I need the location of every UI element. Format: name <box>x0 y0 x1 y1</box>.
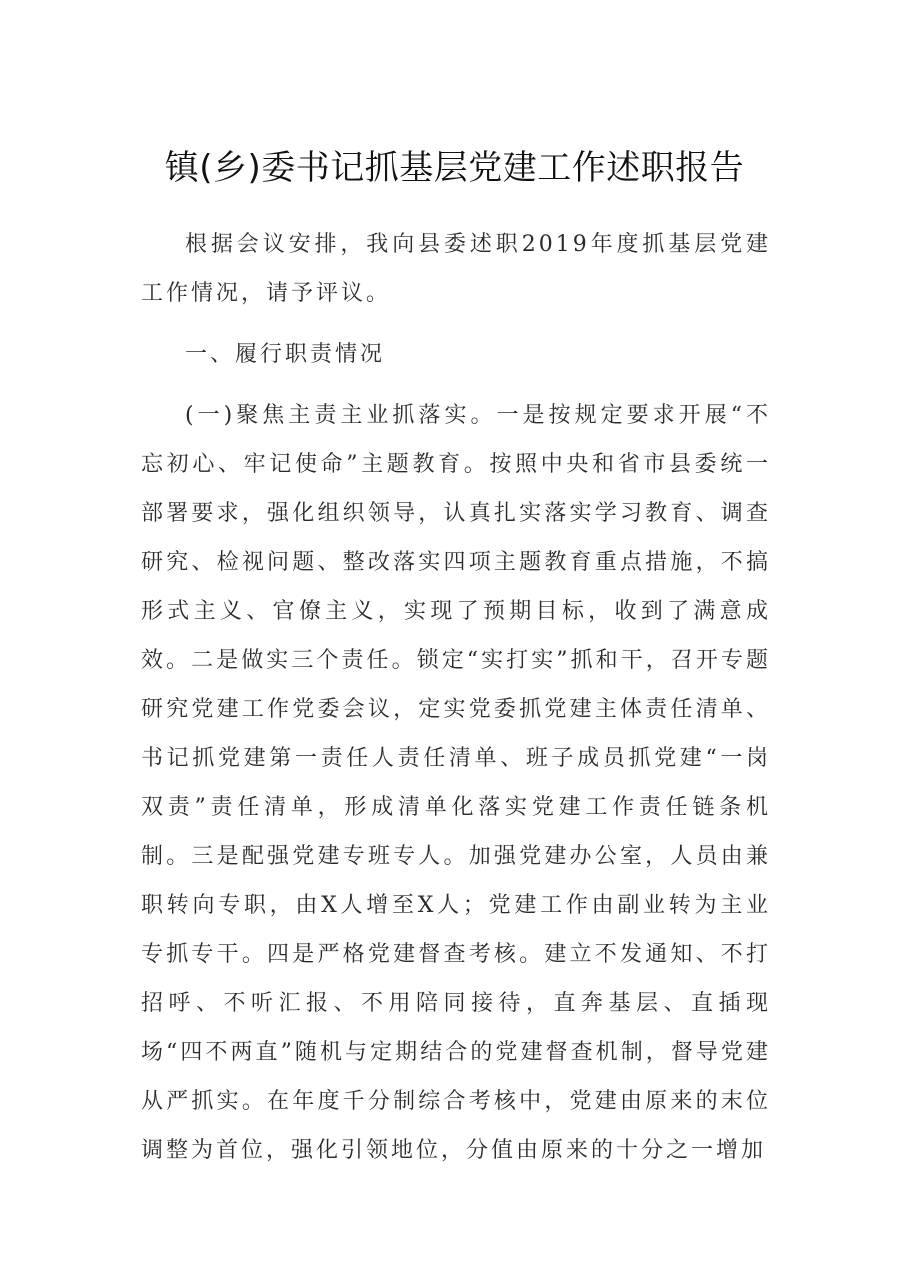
document-body <box>141 220 771 1187</box>
document-title: 镇(乡)委书记抓基层党建工作述职报告 <box>164 148 745 188</box>
paragraph-section-1: (一)聚焦主责主业抓落实。一是按规定要求开展“不忘初心、牢记使命”主题教育。按照中央和省市县委统一部署要求，强化组织领导，认真扎实落实学习教育、调查研究、检视问题、整改落实四项主题教育重点措施，不搞形式主义、官僚主义，实现了预期目标，收到了满意成效。二是做实三个责任。锁定“实打实”抓和干，召开专题研究党建工作党委会议，定实党委抓党建主体责任清单、书记抓党建第一责任人责任清单、班子成员抓党建“一岗双责”责任清单，形成清单化落实党建工作责任链条机制。三是配强党建专班专人。加强党建办公室，人员由兼职转向专职，由X人增至X人；党建工作由副业转为主业专抓专干。四是严格党建督查考核。建立不发通知、不打招呼、不听汇报、不用陪同接待，直奔基层、直插现场“四不两直”随机与定期结合的党建督查机制，督导党建从严抓实。在年度千分制综合考核中，党建由原来的末位调整为首位，强化引领地位，分值由原来的十分之一增加 <box>141 403 771 1163</box>
paragraph-intro: 根据会议安排，我向县委述职2019年度抓基层党建工作情况，请予评议。 <box>141 232 771 306</box>
section-heading: 一、履行职责情况 <box>185 342 386 367</box>
